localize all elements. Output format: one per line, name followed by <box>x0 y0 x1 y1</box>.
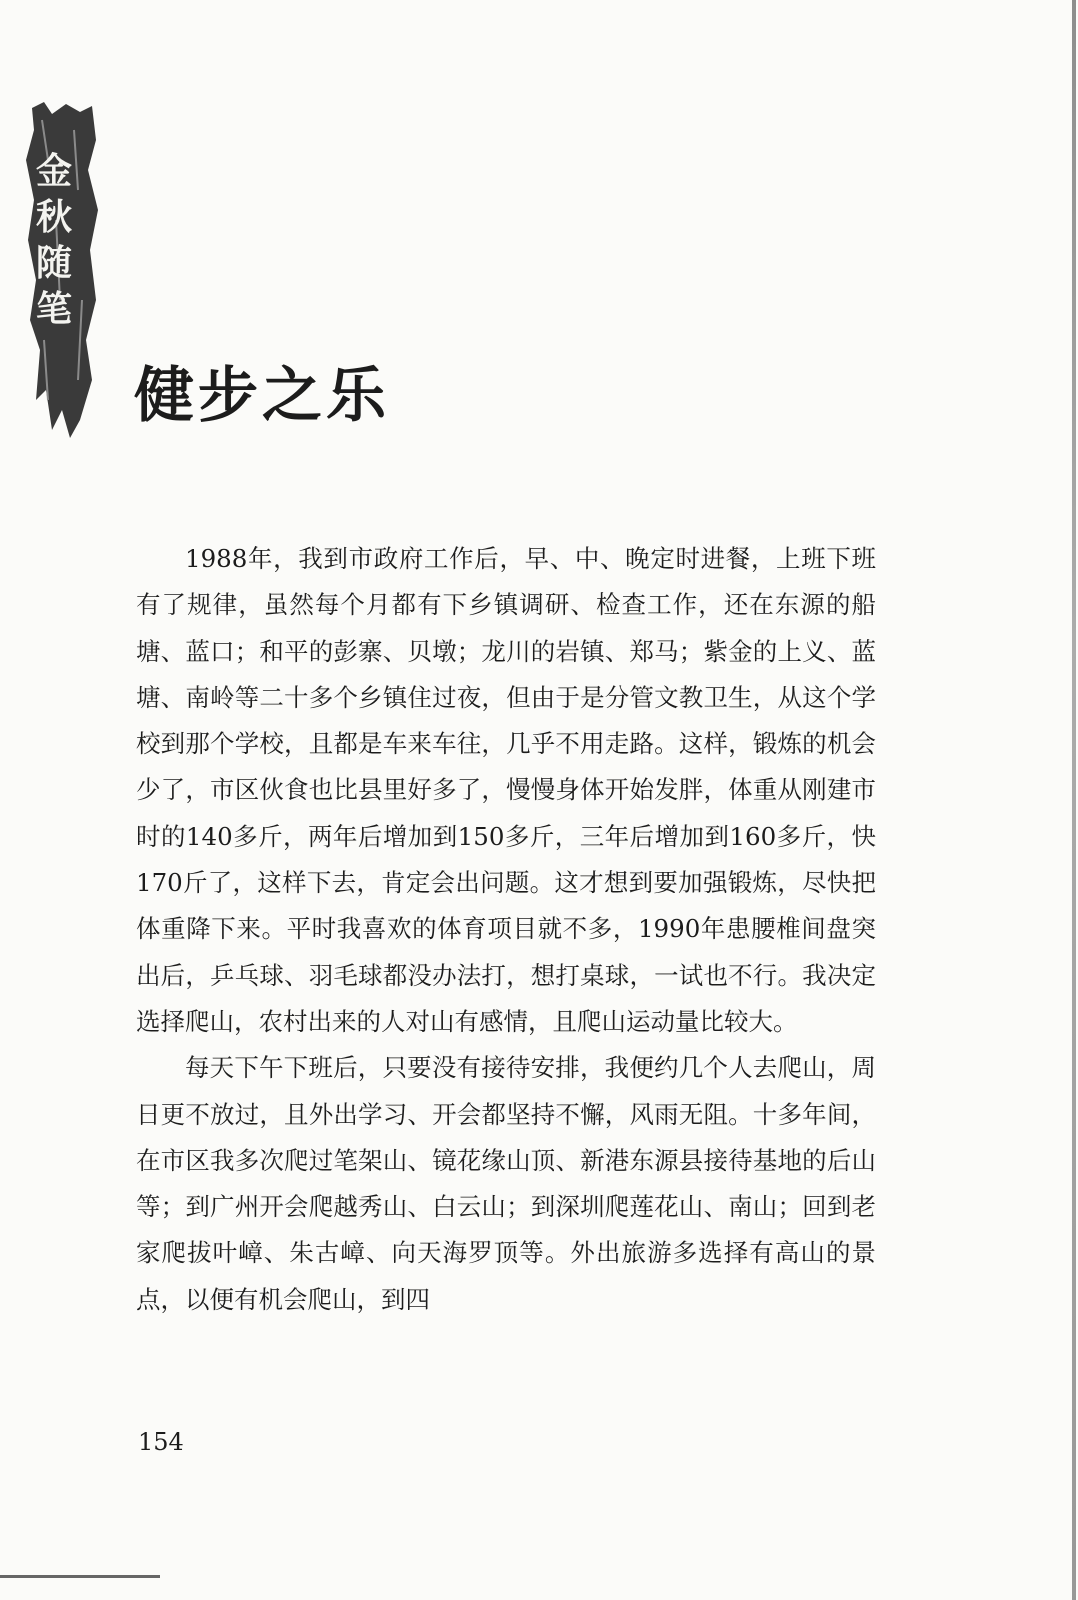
series-title-char: 金 <box>35 150 72 192</box>
scan-edge-shadow <box>1072 0 1076 1600</box>
series-title-char: 随 <box>35 242 72 284</box>
body-text <box>136 536 876 1323</box>
series-title-char: 笔 <box>35 288 72 330</box>
series-title-char: 秋 <box>35 196 72 238</box>
page-number: 154 <box>138 1428 184 1456</box>
paragraph: 1988年，我到市政府工作后，早、中、晚定时进餐，上班下班有了规律，虽然每个月都有下乡镇调研、检查工作，还在东源的船塘、蓝口；和平的彭寨、贝墩；龙川的岩镇、郑马；紫金的上义、蓝塘、南岭等二十多个乡镇住过夜，但由于是分管文教卫生，从这个学校到那个学校，且都是车来车往，几乎不用走路。这样，锻炼的机会少了，市区伙食也比县里好多了，慢慢身体开始发胖，体重从刚建市时的140多斤，两年后增加到150多斤，三年后增加到160多斤，快170斤了，这样下去，肯定会出问题。这才想到要加强锻炼，尽快把体重降下来。平时我喜欢的体育项目就不多，1990年患腰椎间盘突出后，乒乓球、羽毛球都没办法打，想打桌球，一试也不行。我决定选择爬山，农村出来的人对山有感情，且爬山运动量比较大。 <box>136 544 876 1036</box>
series-title-vertical <box>34 148 74 332</box>
scan-bottom-rule <box>0 1575 160 1578</box>
chapter-title: 健步之乐 <box>134 361 390 431</box>
paragraph: 每天下午下班后，只要没有接待安排，我便约几个人去爬山，周日更不放过，且外出学习、开会都坚持不懈，风雨无阻。十多年间，在市区我多次爬过笔架山、镜花缘山顶、新港东源县接待基地的后山等；到广州开会爬越秀山、白云山；到深圳爬莲花山、南山；回到老家爬拔叶嶂、朱古嶂、向天海罗顶等。外出旅游多选择有高山的景点，以便有机会爬山，到四 <box>136 1053 876 1314</box>
